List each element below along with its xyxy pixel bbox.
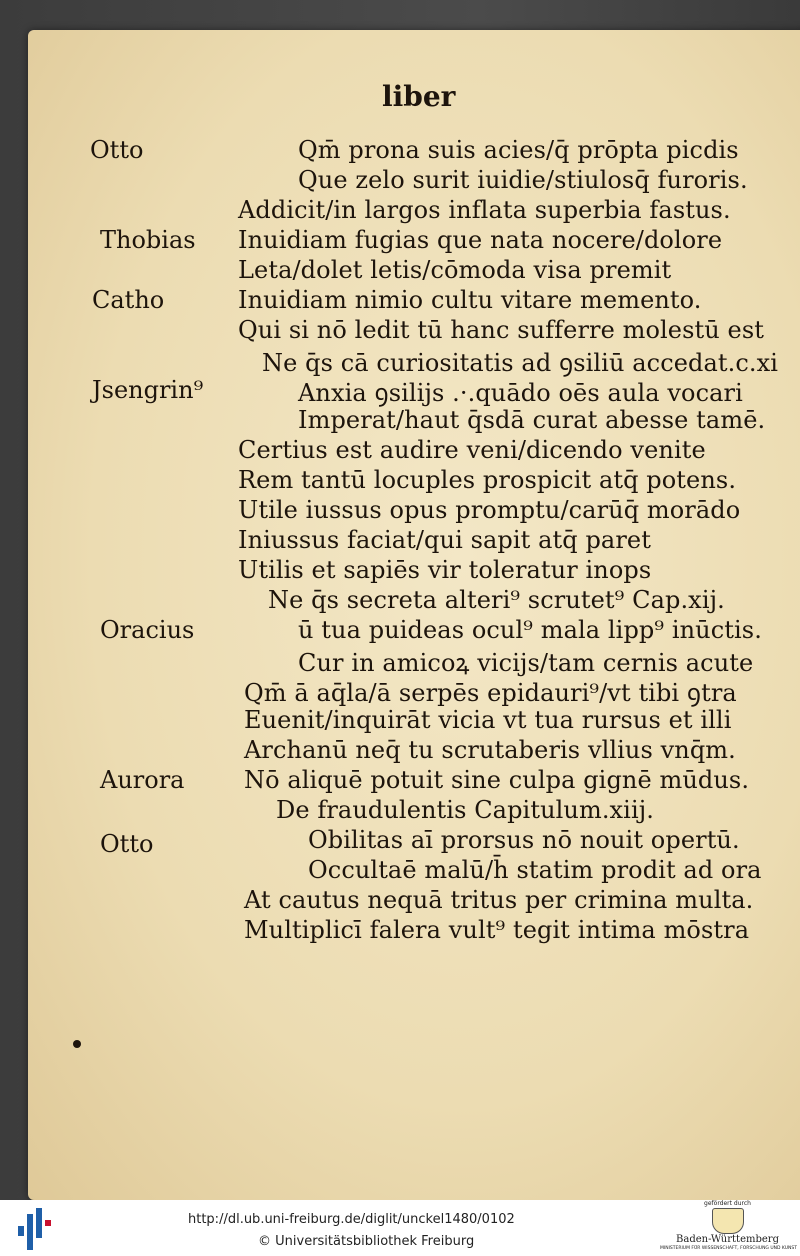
- verse-line: Utilis et sapiēs vir toleratur inops: [238, 556, 652, 584]
- speaker-catho: Catho: [92, 286, 165, 314]
- verse-line: Addicit/in largos inflata superbia fastus.: [238, 196, 731, 224]
- verse-line: Rem tantū locuples prospicit atq̄ potens.: [238, 466, 737, 494]
- sponsor-caption: gefördert durch: [704, 1200, 751, 1207]
- verse-line: Utile iussus opus promptu/carūq̄ morādo: [238, 496, 741, 524]
- document-url[interactable]: http://dl.ub.uni-freiburg.de/diglit/unckel1480/0102: [188, 1212, 515, 1227]
- speaker-aurora: Aurora: [100, 766, 185, 794]
- verse-line: Qm̄ prona suis acies/q̄ prōpta picdis: [298, 136, 739, 164]
- verse-line: Inuidiam nimio cultu vitare memento.: [238, 286, 702, 314]
- verse-line: Nō aliquē potuit sine culpa gignē mūdus.: [244, 766, 750, 794]
- chapter-heading: Ne q̄s secreta alteri⁹ scrutet⁹ Cap.xij.: [268, 586, 725, 614]
- verse-line: At cautus nequā tritus per crimina multa.: [244, 886, 754, 914]
- verse-line: Cur in amicoꝝ vicijs/tam cernis acute: [298, 649, 754, 677]
- verse-line: Euenit/inquirāt vicia vt tua rursus et illi: [244, 706, 732, 734]
- viewer-footer: [0, 1200, 800, 1256]
- verse-line: Leta/dolet letis/cōmoda visa premit: [238, 256, 672, 284]
- sponsor-logo: [660, 1200, 795, 1256]
- verse-line: Iniussus faciat/qui sapit atq̄ paret: [238, 526, 651, 554]
- verse-line: Inuidiam fugias que nata nocere/dolore: [238, 226, 723, 254]
- speaker-otto-2: Otto: [100, 830, 154, 858]
- verse-line: Qui si nō ledit tū hanc sufferre molestū est: [238, 316, 765, 344]
- verse-line: Multiplicī falera vult⁹ tegit intima mōstra: [244, 916, 750, 944]
- ub-logo-icon: [18, 1206, 54, 1252]
- verse-line: Obilitas aī prorsus nō nouit opertū.: [308, 826, 740, 854]
- verse-line: ū tua puideas ocul⁹ mala lipp⁹ inūctis.: [298, 616, 762, 644]
- verse-line: Qm̄ ā aq̄la/ā serpēs epidauri⁹/vt tibi ꝯtra: [244, 679, 737, 707]
- verse-line: Occultaē malū/h̄ statim prodit ad ora: [308, 856, 762, 884]
- speaker-thobias: Thobias: [100, 226, 196, 254]
- copyright-notice: © Universitätsbibliothek Freiburg: [258, 1234, 475, 1249]
- sponsor-ministry: MINISTERIUM FÜR WISSENSCHAFT, FORSCHUNG UND KUNST: [660, 1246, 797, 1251]
- verse-line: Imperat/haut q̄sdā curat abesse tamē.: [298, 406, 766, 434]
- ink-spot: [73, 1040, 81, 1048]
- verse-line: Anxia ꝯsilijs .·.quādo oēs aula vocari: [298, 379, 743, 407]
- speaker-otto: Otto: [90, 136, 144, 164]
- chapter-heading: De fraudulentis Capitulum.xiij.: [276, 796, 655, 824]
- verse-line: Que zelo surit iuidie/stiulosq̄ furoris.: [298, 166, 748, 194]
- verse-line: Archanū neq̄ tu scrutaberis vllius vnq̄m.: [244, 736, 736, 764]
- sponsor-name: Baden-Württemberg: [676, 1234, 779, 1245]
- verse-line: Certius est audire veni/dicendo venite: [238, 436, 706, 464]
- speaker-isengrin: Jsengrin⁹: [92, 376, 204, 404]
- page-title: liber: [382, 80, 456, 113]
- chapter-heading: Ne q̄s cā curiositatis ad ꝯsiliū accedat.c.xi: [262, 349, 779, 377]
- speaker-oracius: Oracius: [100, 616, 195, 644]
- bw-crest-icon: [712, 1208, 744, 1234]
